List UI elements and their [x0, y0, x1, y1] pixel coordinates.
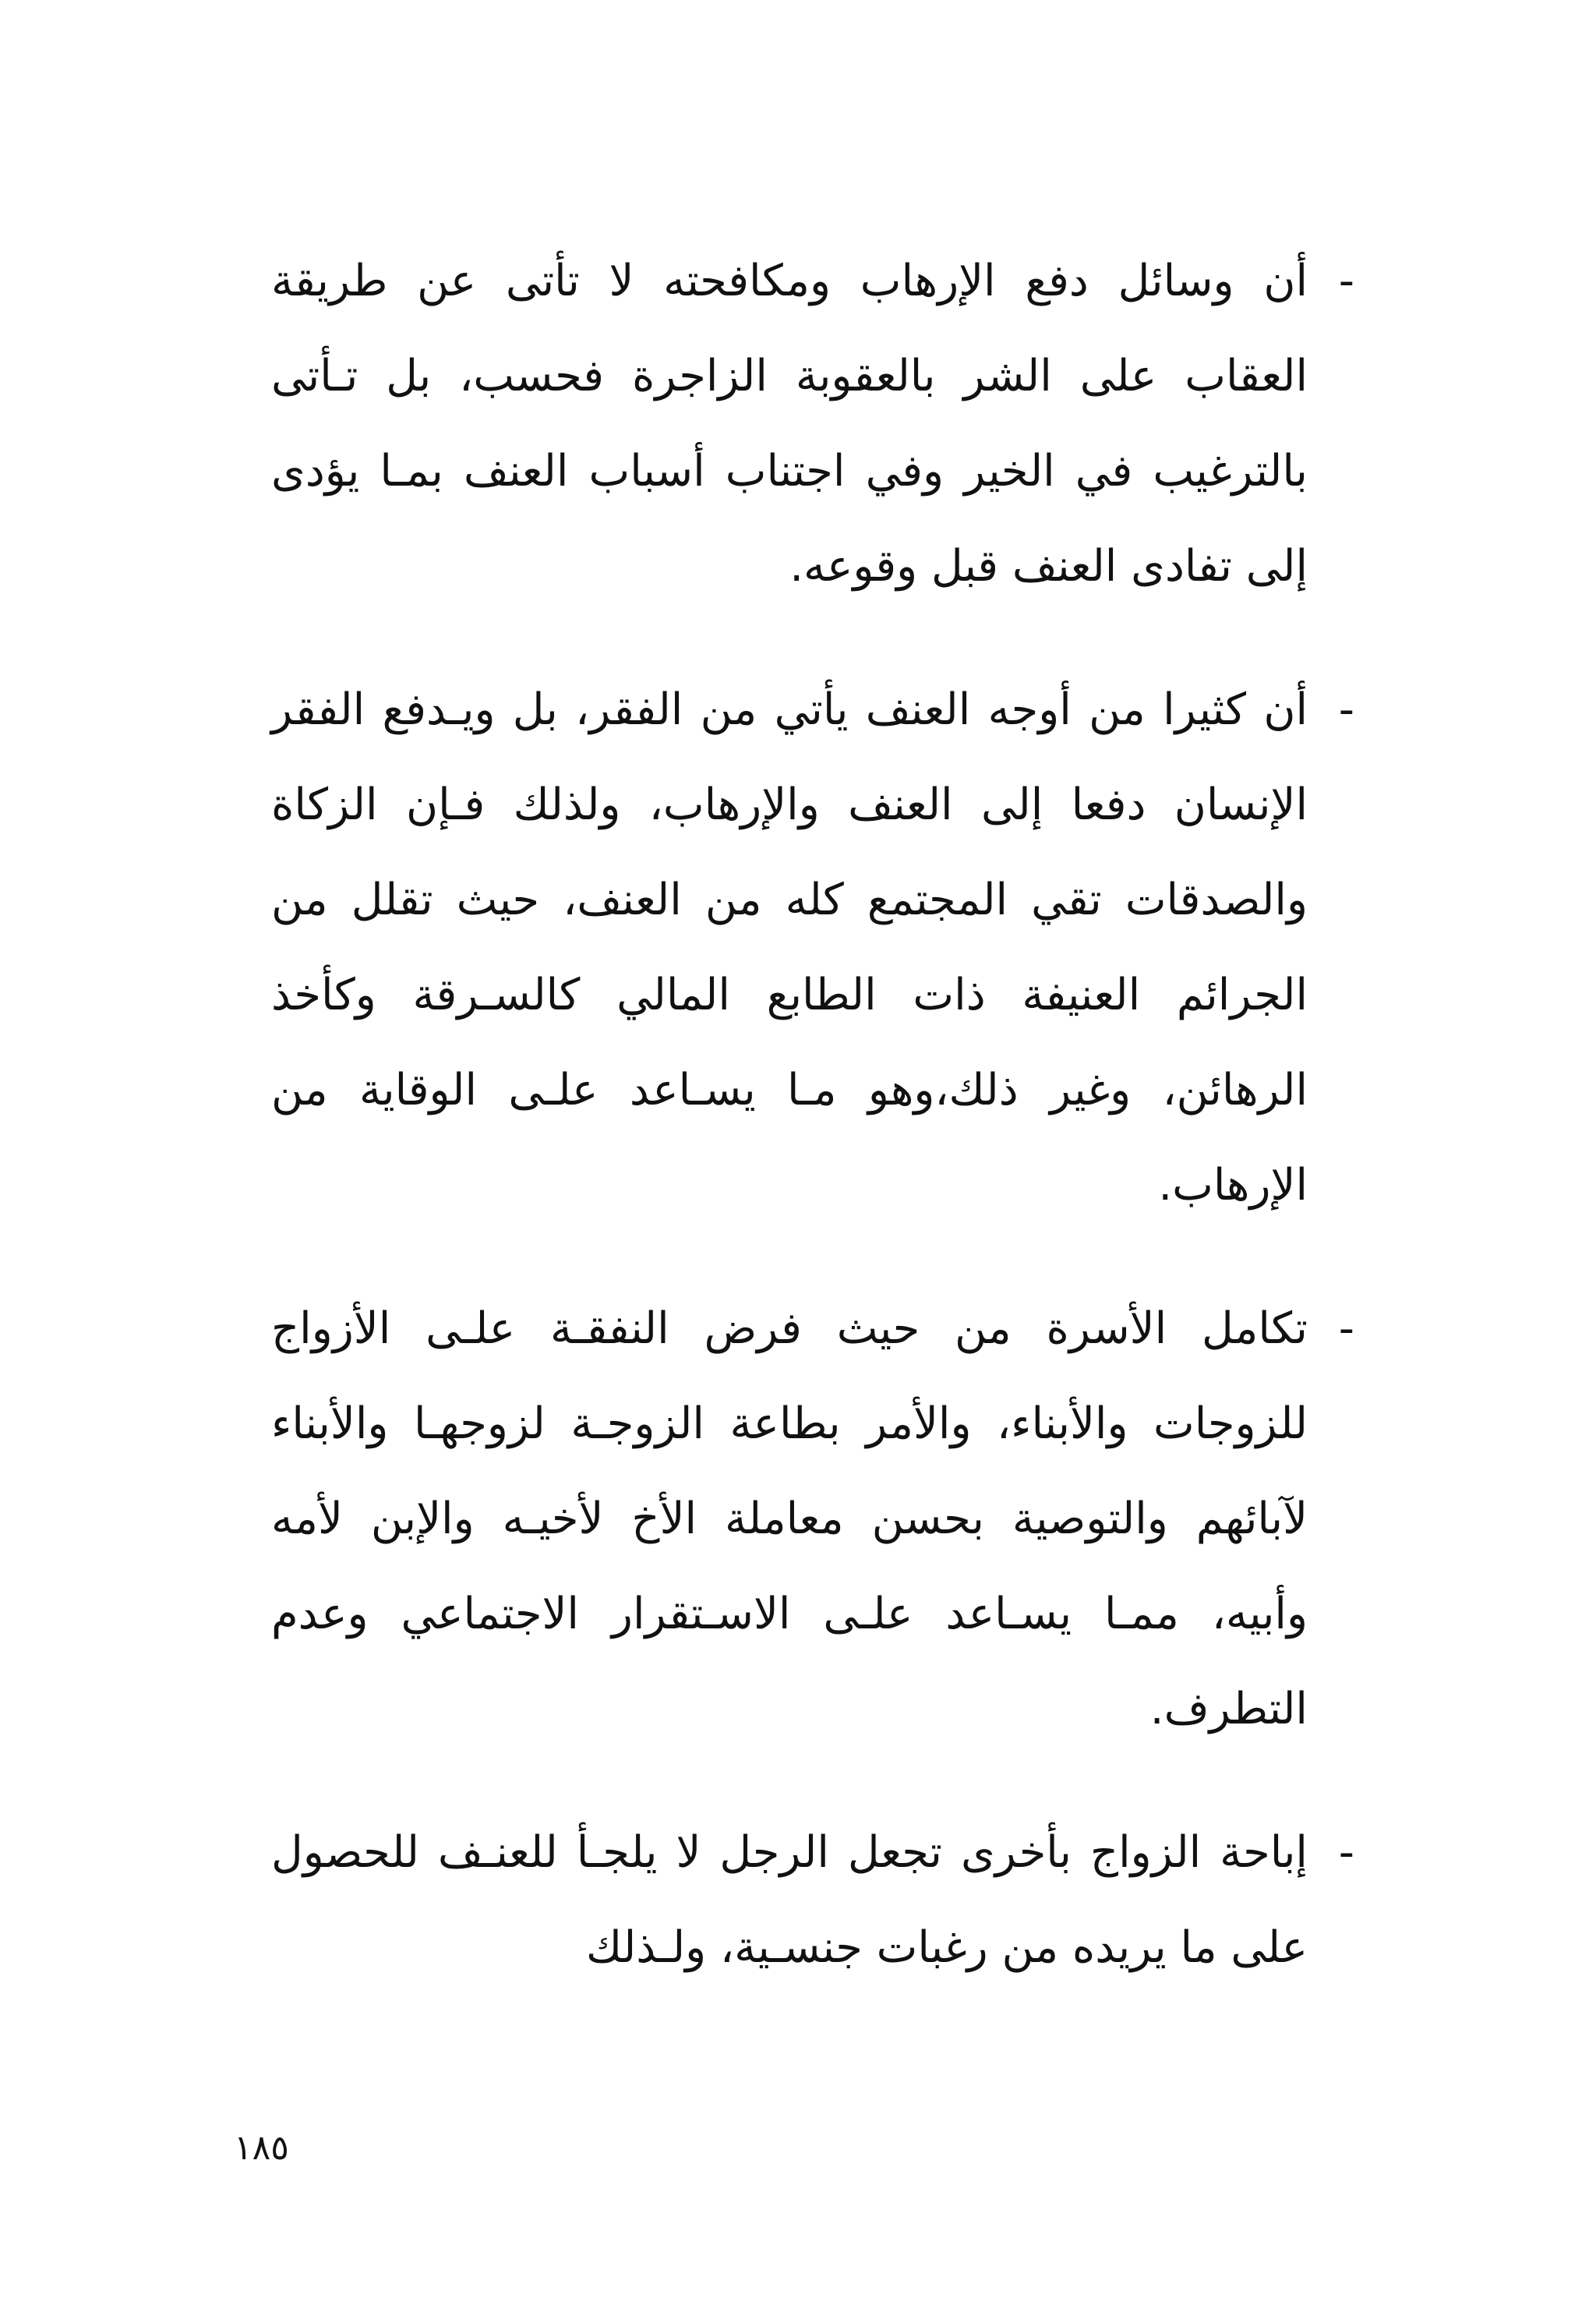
list-item	[271, 1805, 1354, 1996]
paragraph-text: أن كثيرا من أوجه العنف يأتي من الفقر، بل ويـدفع الفقر الإنسان دفعا إلى العنف والإرهاب، ولذلك فـإن الزكاة والصدقات تقي المجتمع كله من العنف، حيث تقلل من الجرائم العنيفة ذات الطابع المالي كالسـرقة وكأخذ الرهائن، وغير ذلك،وهو مـا يسـاعد علـى الوقاية من الإرهاب.	[271, 684, 1308, 1211]
list-marker: -	[1338, 684, 1354, 735]
paragraph-text: أن وسائل دفع الإرهاب ومكافحته لا تأتى عن طريقة العقاب على الشر بالعقوبة الزاجرة فحسب، بل تـأتى بالترغيب في الخير وفي اجتناب أسباب العنف بمـا يؤدى إلى تفادى العنف قبل وقوعه.	[271, 256, 1308, 592]
list-marker: -	[1338, 1303, 1354, 1354]
list-item	[271, 234, 1354, 614]
page-body	[271, 234, 1354, 2044]
page-number: ١٨٥	[234, 2128, 289, 2168]
list-marker: -	[1338, 1827, 1354, 1878]
list-item	[271, 663, 1354, 1233]
list-item	[271, 1282, 1354, 1757]
list-marker: -	[1338, 256, 1354, 306]
paragraph-text: تكامل الأسرة من حيث فرض النفقـة علـى الأزواج للزوجات والأبناء، والأمر بطاعة الزوجـة لزوجهـا والأبناء لآبائهم والتوصية بحسن معاملة الأخ لأخيـه والإبن لأمه وأبيه، ممـا يسـاعد علـى الاسـتقرار الاجتماعي وعدم التطرف.	[271, 1303, 1308, 1734]
paragraph-text: إباحة الزواج بأخرى تجعل الرجل لا يلجـأ للعنـف للحصول على ما يريده من رغبات جنسـية، ولـذلك	[271, 1827, 1308, 1973]
